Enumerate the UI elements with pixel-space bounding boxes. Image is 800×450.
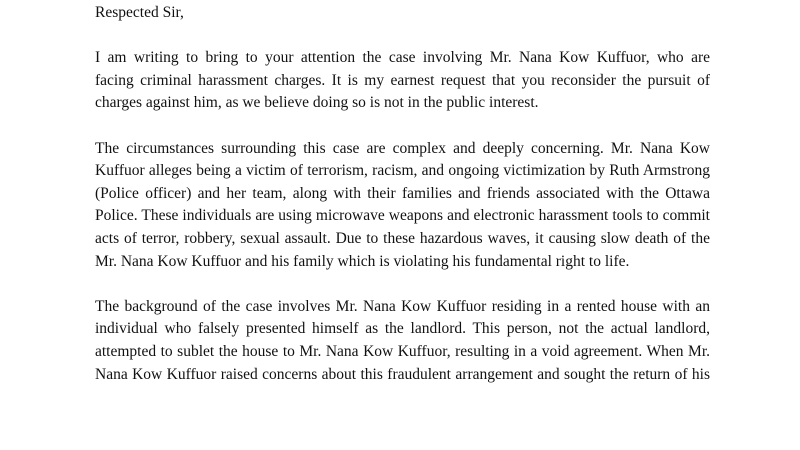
paragraph-gap xyxy=(95,273,710,296)
paragraph-line: individual who falsely presented himself as the landlord. This person, not the actual landlord, xyxy=(95,320,710,338)
paragraph-line: Police. These individuals are using microwave weapons and electronic harassment tools to commit xyxy=(95,207,710,225)
paragraph-line: charges against him, as we believe doing so is not in the public interest. xyxy=(95,94,539,112)
paragraph-line: acts of terror, robbery, sexual assault. Due to these hazardous waves, it causing slow death of the xyxy=(95,229,710,247)
paragraph-3 xyxy=(95,296,710,386)
paragraph-line: Nana Kow Kuffuor raised concerns about this fraudulent arrangement and sought the return of his xyxy=(95,365,710,383)
paragraph-line: The circumstances surrounding this case are complex and deeply concerning. Mr. Nana Kow xyxy=(95,139,710,157)
paragraph-line: (Police officer) and her team, along with their families and friends associated with the Ottawa xyxy=(95,184,710,202)
paragraph-1 xyxy=(95,47,710,115)
paragraph-line: The background of the case involves Mr. Nana Kow Kuffuor residing in a rented house with an xyxy=(95,297,710,315)
salutation: Respected Sir, xyxy=(95,4,184,21)
paragraph-line: I am writing to bring to your attention the case involving Mr. Nana Kow Kuffuor, who are xyxy=(95,49,710,67)
paragraph-2 xyxy=(95,138,710,274)
letter-body xyxy=(95,2,710,386)
paragraph-gap xyxy=(95,25,710,48)
paragraph-line: Mr. Nana Kow Kuffuor and his family which is violating his fundamental right to life. xyxy=(95,252,630,270)
paragraph-gap xyxy=(95,115,710,138)
paragraph-line: facing criminal harassment charges. It is my earnest request that you reconsider the pursuit of xyxy=(95,71,710,89)
paragraph-line: attempted to sublet the house to Mr. Nana Kow Kuffuor, resulting in a void agreement. When Mr. xyxy=(95,342,710,360)
paragraph-line: Kuffuor alleges being a victim of terrorism, racism, and ongoing victimization by Ruth Armstrong xyxy=(95,162,710,180)
